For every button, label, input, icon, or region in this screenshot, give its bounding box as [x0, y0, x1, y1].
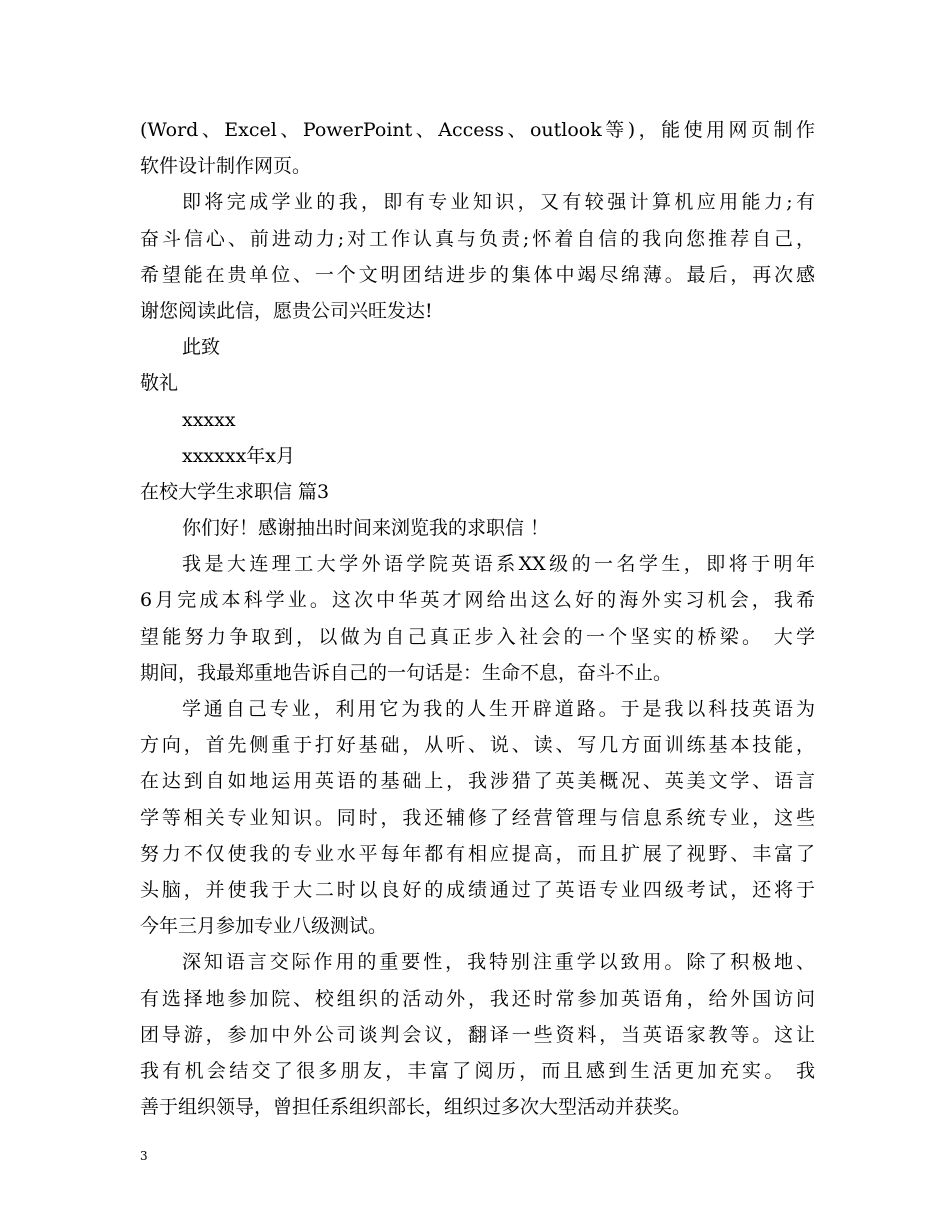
paragraph-start-line: 即将完成学业的我，即有专业知识，又有较强计算机应用能力;有	[182, 191, 815, 214]
text-line: 期间，我最郑重地告诉自己的一句话是：生命不息，奋斗不止。	[140, 661, 673, 684]
greeting-line: 你们好！感谢抽出时间来浏览我的求职信 ！	[182, 517, 550, 540]
closing-line: 此致	[182, 336, 221, 359]
text-line: 方向，首先侧重于打好基础，从听、说、读、写几方面训练基本技能，	[140, 734, 815, 757]
text-line: 今年三月参加专业八级测试。	[140, 915, 388, 938]
text-line: 团导游，参加中外公司谈判会议，翻译一些资料，当英语家教等。这让	[140, 1023, 815, 1046]
section-heading: 在校大学生求职信 篇3	[140, 480, 330, 503]
text-line: 谢您阅读此信，愿贵公司兴旺发达!	[140, 299, 433, 322]
paragraph-start-line: 学通自己专业，利用它为我的人生开辟道路。于是我以科技英语为	[182, 698, 815, 720]
text-line: (Word、Excel、PowerPoint、Access、outlook等)，能使用网页制作	[140, 119, 815, 141]
text-line: 我有机会结交了很多朋友，丰富了阅历，而且感到生活更加充实。 我	[140, 1059, 815, 1082]
text-line: 善于组织领导，曾担任系组织部长，组织过多次大型活动并获奖。	[140, 1096, 692, 1119]
text-line: 希望能在贵单位、一个文明团结进步的集体中竭尽绵薄。最后，再次感	[140, 263, 815, 286]
salutation-line: 敬礼	[140, 372, 179, 395]
text-line: 奋斗信心、前进动力;对工作认真与负责;怀着自信的我向您推荐自己，	[140, 227, 815, 250]
text-line: 努力不仅使我的专业水平每年都有相应提高，而且扩展了视野、丰富了	[140, 842, 815, 865]
signature-name: xxxxx	[182, 408, 236, 431]
paragraph-start-line: 我是大连理工大学外语学院英语系XX级的一名学生，即将于明年	[182, 553, 815, 576]
text-line: 软件设计制作网页。	[140, 155, 312, 178]
signature-date: xxxxxx年x月	[182, 444, 296, 467]
page-number: 3	[140, 1149, 148, 1163]
text-line: 6月完成本科学业。这次中华英才网给出这么好的海外实习机会，我希	[140, 589, 815, 612]
text-line: 在达到自如地运用英语的基础上，我涉猎了英美概况、英美文学、语言	[140, 770, 815, 793]
text-line: 头脑，并使我于大二时以良好的成绩通过了英语专业四级考试，还将于	[140, 878, 815, 901]
text-line: 有选择地参加院、校组织的活动外，我还时常参加英语角，给外国访问	[140, 987, 815, 1010]
text-line: 学等相关专业知识。同时，我还辅修了经营管理与信息系统专业，这些	[140, 806, 815, 829]
text-line: 望能努力争取到，以做为自己真正步入社会的一个坚实的桥梁。 大学	[140, 625, 815, 648]
paragraph-start-line: 深知语言交际作用的重要性，我特别注重学以致用。除了积极地、	[182, 951, 815, 974]
body-text	[140, 112, 815, 1125]
